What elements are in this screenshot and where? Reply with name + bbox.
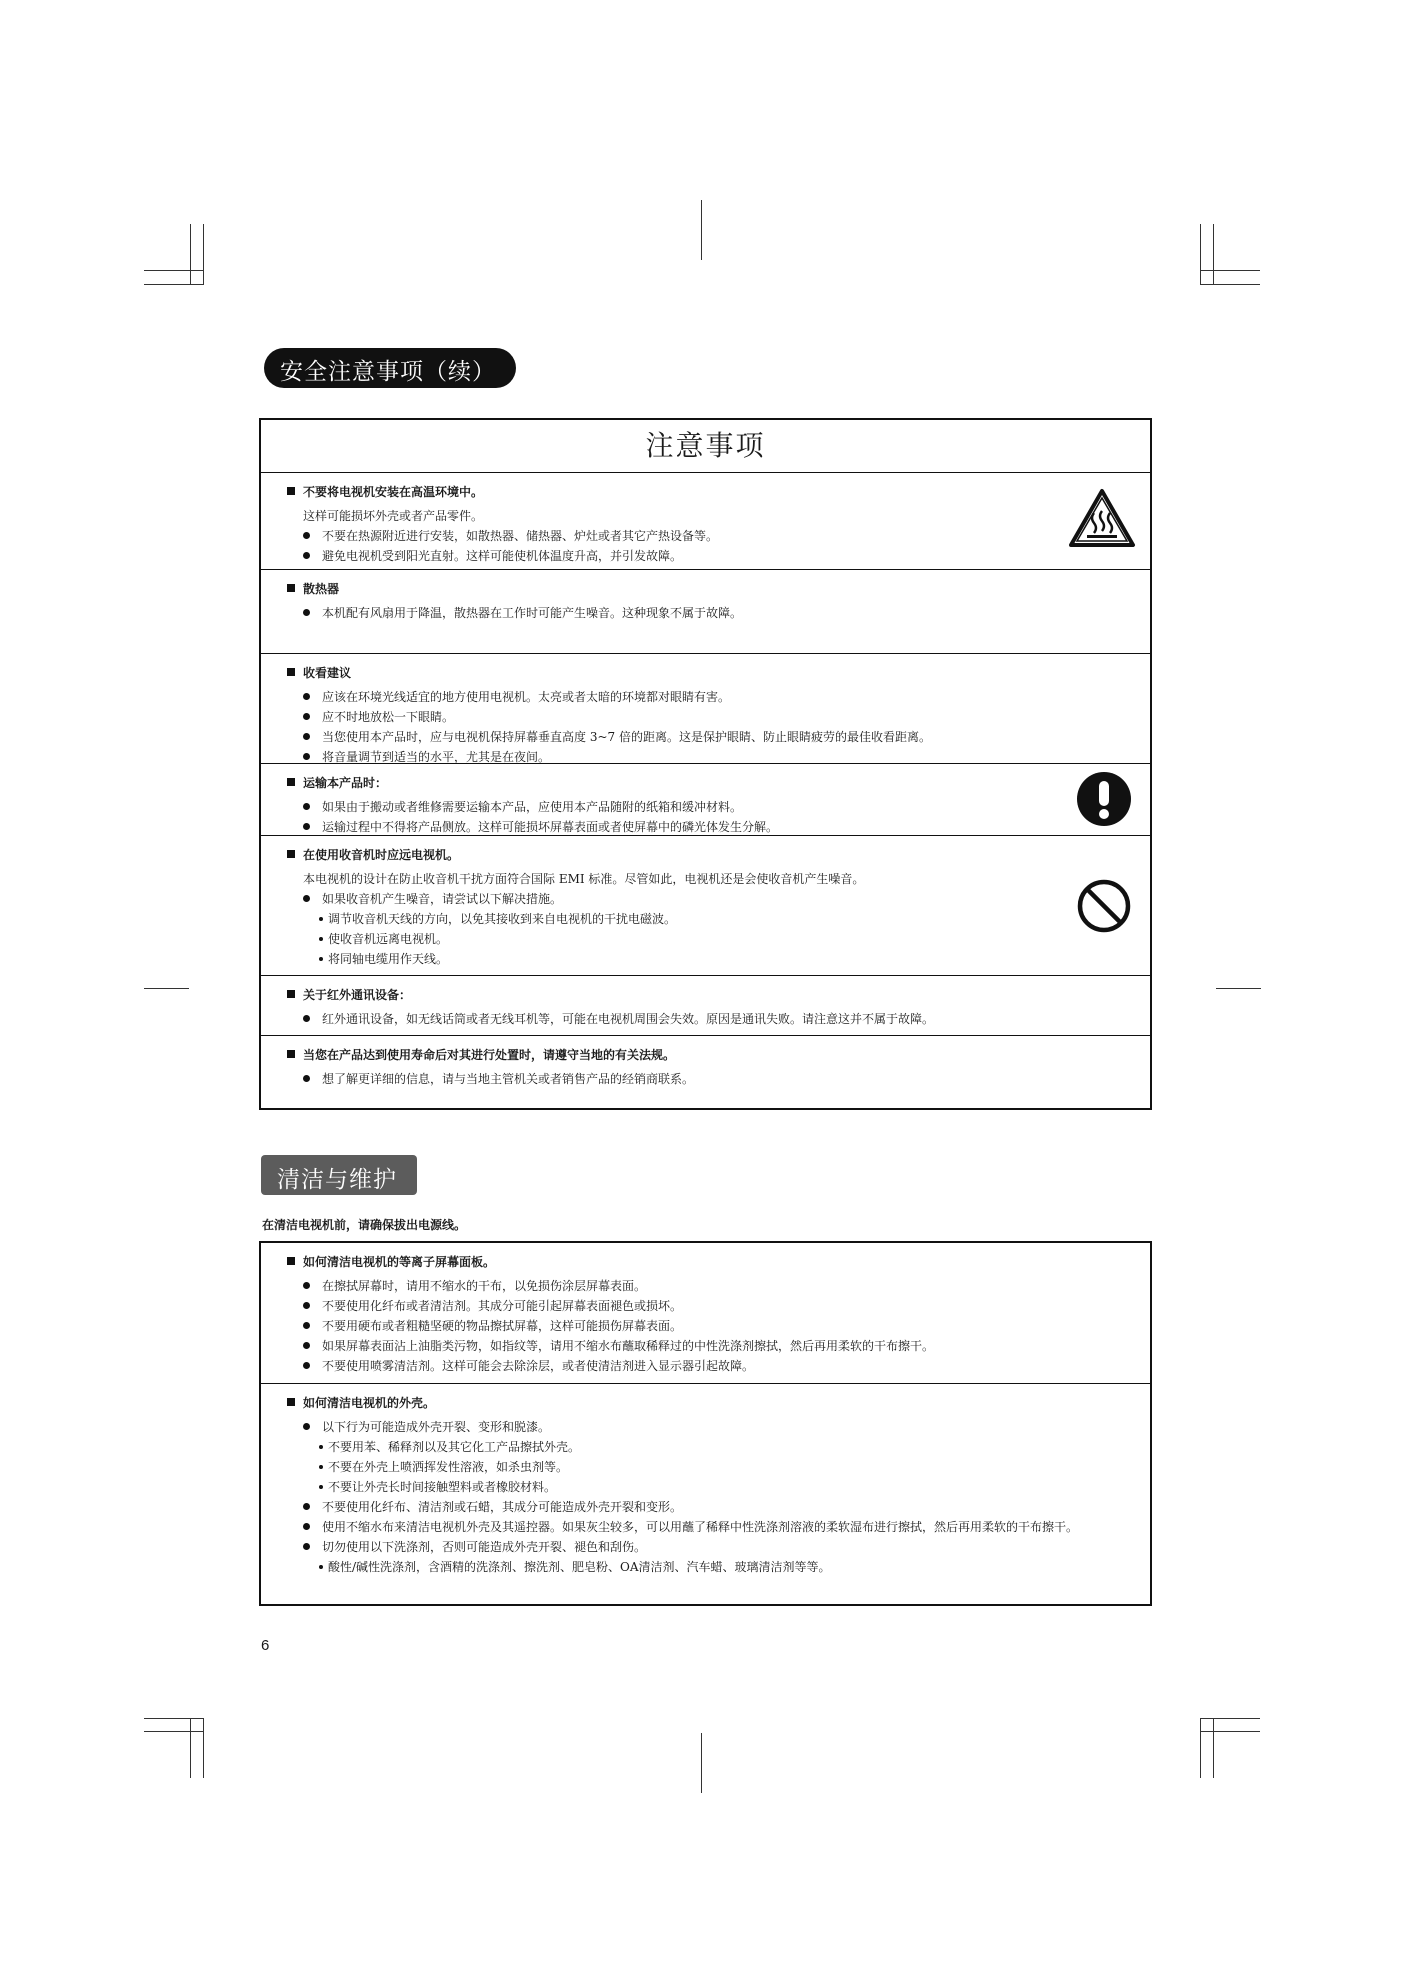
bullet-dot-icon [303, 753, 310, 760]
bullet-item: 应不时地放松一下眼睛。 [287, 707, 1060, 727]
bullet-dot-icon [303, 1523, 310, 1530]
bullet-item: 不要使用化纤布、清洁剂或石蜡，其成分可能造成外壳开裂和变形。 [287, 1497, 1060, 1517]
cleaning-note: 在清洁电视机前，请确保拔出电源线。 [262, 1218, 467, 1232]
caution-section [261, 835, 1150, 975]
hot-surface-warning-icon [1067, 487, 1137, 553]
section-heading: 运输本产品时： [287, 773, 1060, 793]
bullet-item: 如果收音机产生噪音，请尝试以下解决措施。 [287, 889, 1060, 909]
safety-section-header: 安全注意事项（续） [264, 348, 516, 388]
bullet-item: 使用不缩水布来清洁电视机外壳及其遥控器。如果灰尘较多，可以用蘸了稀释中性洗涤剂溶液的柔软湿布进行擦拭，然后再用柔软的干布擦干。 [287, 1517, 1060, 1537]
bullet-dot-icon [303, 693, 310, 700]
bullet-dot-icon [303, 552, 310, 559]
square-bullet-icon [287, 668, 295, 676]
bullet-item: 本机配有风扇用于降温，散热器在工作时可能产生噪音。这种现象不属于故障。 [287, 603, 1060, 623]
page-number: 6 [261, 1637, 270, 1654]
bullet-dot-icon [303, 1302, 310, 1309]
bullet-dot-icon [303, 1503, 310, 1510]
section-heading: 当您在产品达到使用寿命后对其进行处置时，请遵守当地的有关法规。 [287, 1045, 1060, 1065]
caution-section [261, 569, 1150, 653]
cleaning-sections [261, 1243, 1150, 1604]
bullet-item: 避免电视机受到阳光直射。这样可能使机体温度升高，并引发故障。 [287, 546, 1060, 566]
bullet-item: 不要使用化纤布或者清洁剂。其成分可能引起屏幕表面褪色或损坏。 [287, 1296, 1060, 1316]
bullet-item: 使收音机远离电视机。 [287, 929, 1060, 949]
section-heading: 如何清洁电视机的等离子屏幕面板。 [287, 1252, 1060, 1272]
bullet-item: 运输过程中不得将产品侧放。这样可能损坏屏幕表面或者使屏幕中的磷光体发生分解。 [287, 817, 1060, 837]
bullet-dot-icon [303, 1423, 310, 1430]
bullet-dot-icon [319, 957, 323, 961]
caution-section [261, 1035, 1150, 1105]
square-bullet-icon [287, 487, 295, 495]
bullet-item: 不要使用喷雾清洁剂。这样可能会去除涂层，或者使清洁剂进入显示器引起故障。 [287, 1356, 1060, 1376]
bullet-item: 以下行为可能造成外壳开裂、变形和脱漆。 [287, 1417, 1060, 1437]
square-bullet-icon [287, 850, 295, 858]
body-text: 这样可能损坏外壳或者产品零件。 [303, 509, 484, 523]
bullet-item: 如果由于搬动或者维修需要运输本产品，应使用本产品随附的纸箱和缓冲材料。 [287, 797, 1060, 817]
caution-sections [261, 473, 1150, 1105]
bullet-dot-icon [319, 917, 323, 921]
bullet-item: 不要让外壳长时间接触塑料或者橡胶材料。 [287, 1477, 1060, 1497]
bullet-item: 想了解更详细的信息，请与当地主管机关或者销售产品的经销商联系。 [287, 1069, 1060, 1089]
square-bullet-icon [287, 1257, 295, 1265]
bullet-dot-icon [303, 1075, 310, 1082]
bullet-dot-icon [319, 1565, 323, 1569]
bullet-item: 在擦拭屏幕时，请用不缩水的干布，以免损伤涂层屏幕表面。 [287, 1276, 1060, 1296]
prohibited-icon [1076, 878, 1132, 938]
square-bullet-icon [287, 778, 295, 786]
bullet-item: 将音量调节到适当的水平，尤其是在夜间。 [287, 747, 1060, 767]
square-bullet-icon [287, 1398, 295, 1406]
section-heading: 如何清洁电视机的外壳。 [287, 1393, 1060, 1413]
bullet-dot-icon [303, 803, 310, 810]
section-heading: 在使用收音机时应远电视机。 [287, 845, 1060, 865]
bullet-dot-icon [303, 1543, 310, 1550]
cleaning-section [261, 1383, 1150, 1604]
bullet-item: 当您使用本产品时，应与电视机保持屏幕垂直高度 3~7 倍的距离。这是保护眼睛、防止眼睛疲劳的最佳收看距离。 [287, 727, 1060, 747]
bullet-item: 酸性/碱性洗涤剂，含酒精的洗涤剂、擦洗剂、肥皂粉、OA清洁剂、汽车蜡、玻璃清洁剂等等。 [287, 1557, 1060, 1577]
bullet-dot-icon [319, 937, 323, 941]
caution-section [261, 653, 1150, 763]
bullet-dot-icon [303, 1362, 310, 1369]
bullet-item: 不要用硬布或者粗糙坚硬的物品擦拭屏幕，这样可能损伤屏幕表面。 [287, 1316, 1060, 1336]
bullet-dot-icon [319, 1465, 323, 1469]
bullet-item: 如果屏幕表面沾上油脂类污物，如指纹等，请用不缩水布蘸取稀释过的中性洗涤剂擦拭，然后再用柔软的干布擦干。 [287, 1336, 1060, 1356]
caution-section [261, 473, 1150, 569]
body-text: 本电视机的设计在防止收音机干扰方面符合国际 EMI 标准。尽管如此，电视机还是会使收音机产生噪音。 [303, 872, 865, 886]
cleaning-section [261, 1243, 1150, 1383]
bullet-dot-icon [303, 609, 310, 616]
bullet-dot-icon [303, 733, 310, 740]
bullet-item: 红外通讯设备，如无线话筒或者无线耳机等，可能在电视机周围会失效。原因是通讯失败。请注意这并不属于故障。 [287, 1009, 1060, 1029]
bullet-item: 不要在热源附近进行安装，如散热器、储热器、炉灶或者其它产热设备等。 [287, 526, 1060, 546]
bullet-dot-icon [303, 1015, 310, 1022]
square-bullet-icon [287, 1050, 295, 1058]
bullet-dot-icon [319, 1445, 323, 1449]
section-heading: 不要将电视机安装在高温环境中。 [287, 482, 1060, 502]
caution-section [261, 763, 1150, 835]
caution-section [261, 975, 1150, 1035]
bullet-item: 切勿使用以下洗涤剂，否则可能造成外壳开裂、褪色和刮伤。 [287, 1537, 1060, 1557]
bullet-dot-icon [303, 713, 310, 720]
square-bullet-icon [287, 584, 295, 592]
bullet-item: 不要在外壳上喷洒挥发性溶液，如杀虫剂等。 [287, 1457, 1060, 1477]
bullet-dot-icon [303, 532, 310, 539]
bullet-item: 应该在环境光线适宜的地方使用电视机。太亮或者太暗的环境都对眼睛有害。 [287, 687, 1060, 707]
cleaning-box [259, 1241, 1152, 1606]
caution-box [259, 418, 1152, 1110]
bullet-dot-icon [303, 1282, 310, 1289]
bullet-dot-icon [303, 1322, 310, 1329]
mandatory-exclamation-icon [1076, 771, 1132, 831]
section-heading: 关于红外通讯设备： [287, 985, 1060, 1005]
bullet-item: 不要用苯、稀释剂以及其它化工产品擦拭外壳。 [287, 1437, 1060, 1457]
section-heading: 收看建议 [287, 663, 1060, 683]
caution-title: 注意事项 [261, 420, 1150, 473]
bullet-dot-icon [303, 895, 310, 902]
bullet-item: 将同轴电缆用作天线。 [287, 949, 1060, 969]
bullet-dot-icon [319, 1485, 323, 1489]
bullet-item: 调节收音机天线的方向，以免其接收到来自电视机的干扰电磁波。 [287, 909, 1060, 929]
bullet-dot-icon [303, 823, 310, 830]
bullet-dot-icon [303, 1342, 310, 1349]
square-bullet-icon [287, 990, 295, 998]
cleaning-section-header: 清洁与维护 [261, 1155, 417, 1195]
section-heading: 散热器 [287, 579, 1060, 599]
